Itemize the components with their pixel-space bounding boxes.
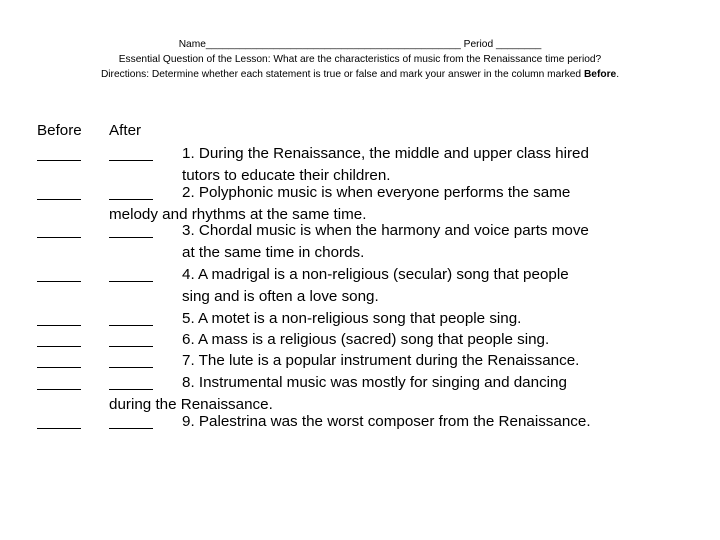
before-answer-blank[interactable]	[37, 281, 81, 282]
directions-bold-word: Before	[583, 69, 617, 80]
statement-text: 6. A mass is a religious (sacred) song that people sing.	[182, 331, 550, 348]
directions-end: .	[616, 69, 620, 80]
after-answer-blank[interactable]	[109, 367, 153, 368]
before-column-heading: Before	[37, 122, 82, 139]
before-answer-blank[interactable]	[37, 160, 81, 161]
statement-text: 1. During the Renaissance, the middle and upper class hired	[182, 145, 589, 162]
before-answer-blank[interactable]	[37, 389, 81, 390]
before-answer-blank[interactable]	[37, 346, 81, 347]
before-answer-blank[interactable]	[37, 428, 81, 429]
statement-text-continued: sing and is often a love song.	[182, 288, 379, 305]
after-answer-blank[interactable]	[109, 160, 153, 161]
after-answer-blank[interactable]	[109, 389, 153, 390]
before-answer-blank[interactable]	[37, 237, 81, 238]
after-answer-blank[interactable]	[109, 237, 153, 238]
statement-text: 2. Polyphonic music is when everyone performs the same	[182, 184, 571, 201]
statement-text-continued: tutors to educate their children.	[182, 167, 391, 184]
directions-text: Directions: Determine whether each statement is true or false and mark your answer in the column marked	[100, 69, 584, 80]
statement-text: 4. A madrigal is a non-religious (secular) song that people	[182, 266, 569, 283]
after-answer-blank[interactable]	[109, 281, 153, 282]
after-answer-blank[interactable]	[109, 325, 153, 326]
statement-text-continued: melody and rhythms at the same time.	[109, 206, 367, 223]
statement-text: 5. A motet is a non-religious song that people sing.	[182, 310, 522, 327]
after-answer-blank[interactable]	[109, 346, 153, 347]
statement-text: 9. Palestrina was the worst composer from the Renaissance.	[182, 413, 591, 430]
statement-text-continued: during the Renaissance.	[109, 396, 273, 413]
statement-text: 3. Chordal music is when the harmony and voice parts move	[182, 222, 589, 239]
before-answer-blank[interactable]	[37, 199, 81, 200]
before-answer-blank[interactable]	[37, 325, 81, 326]
statement-text: 8. Instrumental music was mostly for singing and dancing	[182, 374, 567, 391]
name-period-line: Name_____________________________________________ Period ________	[178, 39, 542, 50]
statement-text: 7. The lute is a popular instrument during the Renaissance.	[182, 352, 580, 369]
after-answer-blank[interactable]	[109, 428, 153, 429]
before-answer-blank[interactable]	[37, 367, 81, 368]
directions	[0, 68, 720, 81]
after-column-heading: After	[109, 122, 142, 139]
statement-text-continued: at the same time in chords.	[182, 244, 365, 261]
after-answer-blank[interactable]	[109, 199, 153, 200]
essential-question: Essential Question of the Lesson: What are the characteristics of music from the Renaissance time period?	[118, 54, 602, 65]
